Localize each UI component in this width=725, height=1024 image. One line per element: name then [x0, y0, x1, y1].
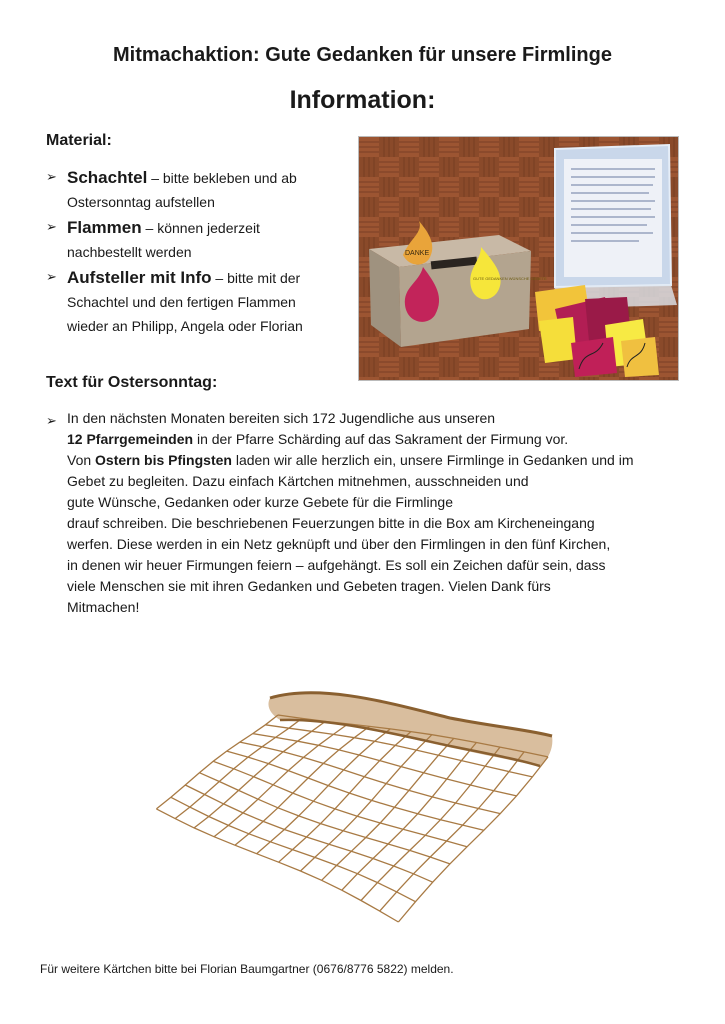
- information-heading: Information:: [289, 86, 436, 114]
- box-label-wishes: GUTE GEDANKEN WÜNSCHE GEBETE: [473, 276, 547, 281]
- text-line: Gebet zu begleiten. Dazu einfach Kärtchen mitnehmen, ausschneiden und: [67, 473, 529, 489]
- item-text: – bitte bekleben und ab: [147, 170, 297, 186]
- arrow-bullet-icon: ➢: [46, 169, 57, 184]
- net-strand: [156, 809, 398, 922]
- arrow-bullet-icon: ➢: [46, 413, 57, 428]
- material-list: [46, 166, 346, 340]
- list-item: [46, 266, 346, 338]
- arrow-bullet-icon: ➢: [46, 219, 57, 234]
- net-strand: [235, 726, 370, 845]
- text-line: in denen wir heuer Firmungen feiern – aufgehängt. Es soll ein Zeichen dafür sein, dass: [67, 557, 606, 573]
- footer-note: Für weitere Kärtchen bitte bei Florian Baumgartner (0676/8776 5822) melden.: [40, 962, 454, 976]
- item-text: wieder an Philipp, Angela oder Florian: [67, 318, 303, 334]
- page-title: Mitmachaktion: Gute Gedanken für unsere Firmlinge: [113, 44, 612, 66]
- text-line: In den nächsten Monaten bereiten sich 172 Jugendliche aus unseren: [67, 410, 496, 426]
- text-line: Von: [67, 452, 96, 468]
- text-line: drauf schreiben. Die beschriebenen Feuerzungen bitte in die Box am Kircheneingang: [67, 515, 595, 531]
- net-strand: [214, 724, 348, 837]
- net-strand: [342, 743, 477, 891]
- text-line: viele Menschen sie mit ihren Gedanken und Gebeten tragen. Vielen Dank fürs: [67, 578, 551, 594]
- material-heading: Material:: [46, 132, 112, 149]
- net-illustration: [150, 678, 560, 928]
- text-line: Mitmachen!: [67, 599, 140, 615]
- text-line: gute Wünsche, Gedanken oder kurze Gebete für die Firmlinge: [67, 494, 453, 510]
- easter-text: [46, 408, 696, 618]
- item-name: Aufsteller mit Info: [67, 268, 212, 287]
- item-text: Schachtel und den fertigen Flammen: [67, 294, 296, 310]
- text-bold: 12 Pfarrgemeinden: [67, 431, 194, 447]
- item-text: – bitte mit der: [211, 270, 301, 286]
- item-text: nachbestellt werden: [67, 244, 192, 260]
- item-name: Flammen: [67, 218, 142, 237]
- text-bold: Ostern bis Pfingsten: [95, 452, 232, 468]
- net-strand: [194, 721, 325, 828]
- net-strand: [322, 738, 454, 880]
- material-photo: [358, 136, 679, 381]
- text-line: laden wir alle herzlich ein, unsere Firmlinge in Gedanken und im: [231, 452, 634, 468]
- list-item: [46, 166, 346, 214]
- item-name: Schachtel: [67, 168, 148, 187]
- item-text: Ostersonntag aufstellen: [67, 194, 215, 210]
- text-line: werfen. Diese werden in ein Netz geknüpft und über den Firmlingen in den fünf Kirchen,: [67, 536, 611, 552]
- text-line: in der Pfarre Schärding auf das Sakrament der Firmung vor.: [193, 431, 569, 447]
- net-strand: [156, 715, 278, 809]
- box-label-danke: DANKE: [405, 250, 430, 257]
- text-heading: Text für Ostersonntag:: [46, 374, 218, 391]
- net-strand: [257, 729, 391, 854]
- arrow-bullet-icon: ➢: [46, 269, 57, 284]
- list-item: [46, 216, 346, 264]
- item-text: – können jederzeit: [141, 220, 260, 236]
